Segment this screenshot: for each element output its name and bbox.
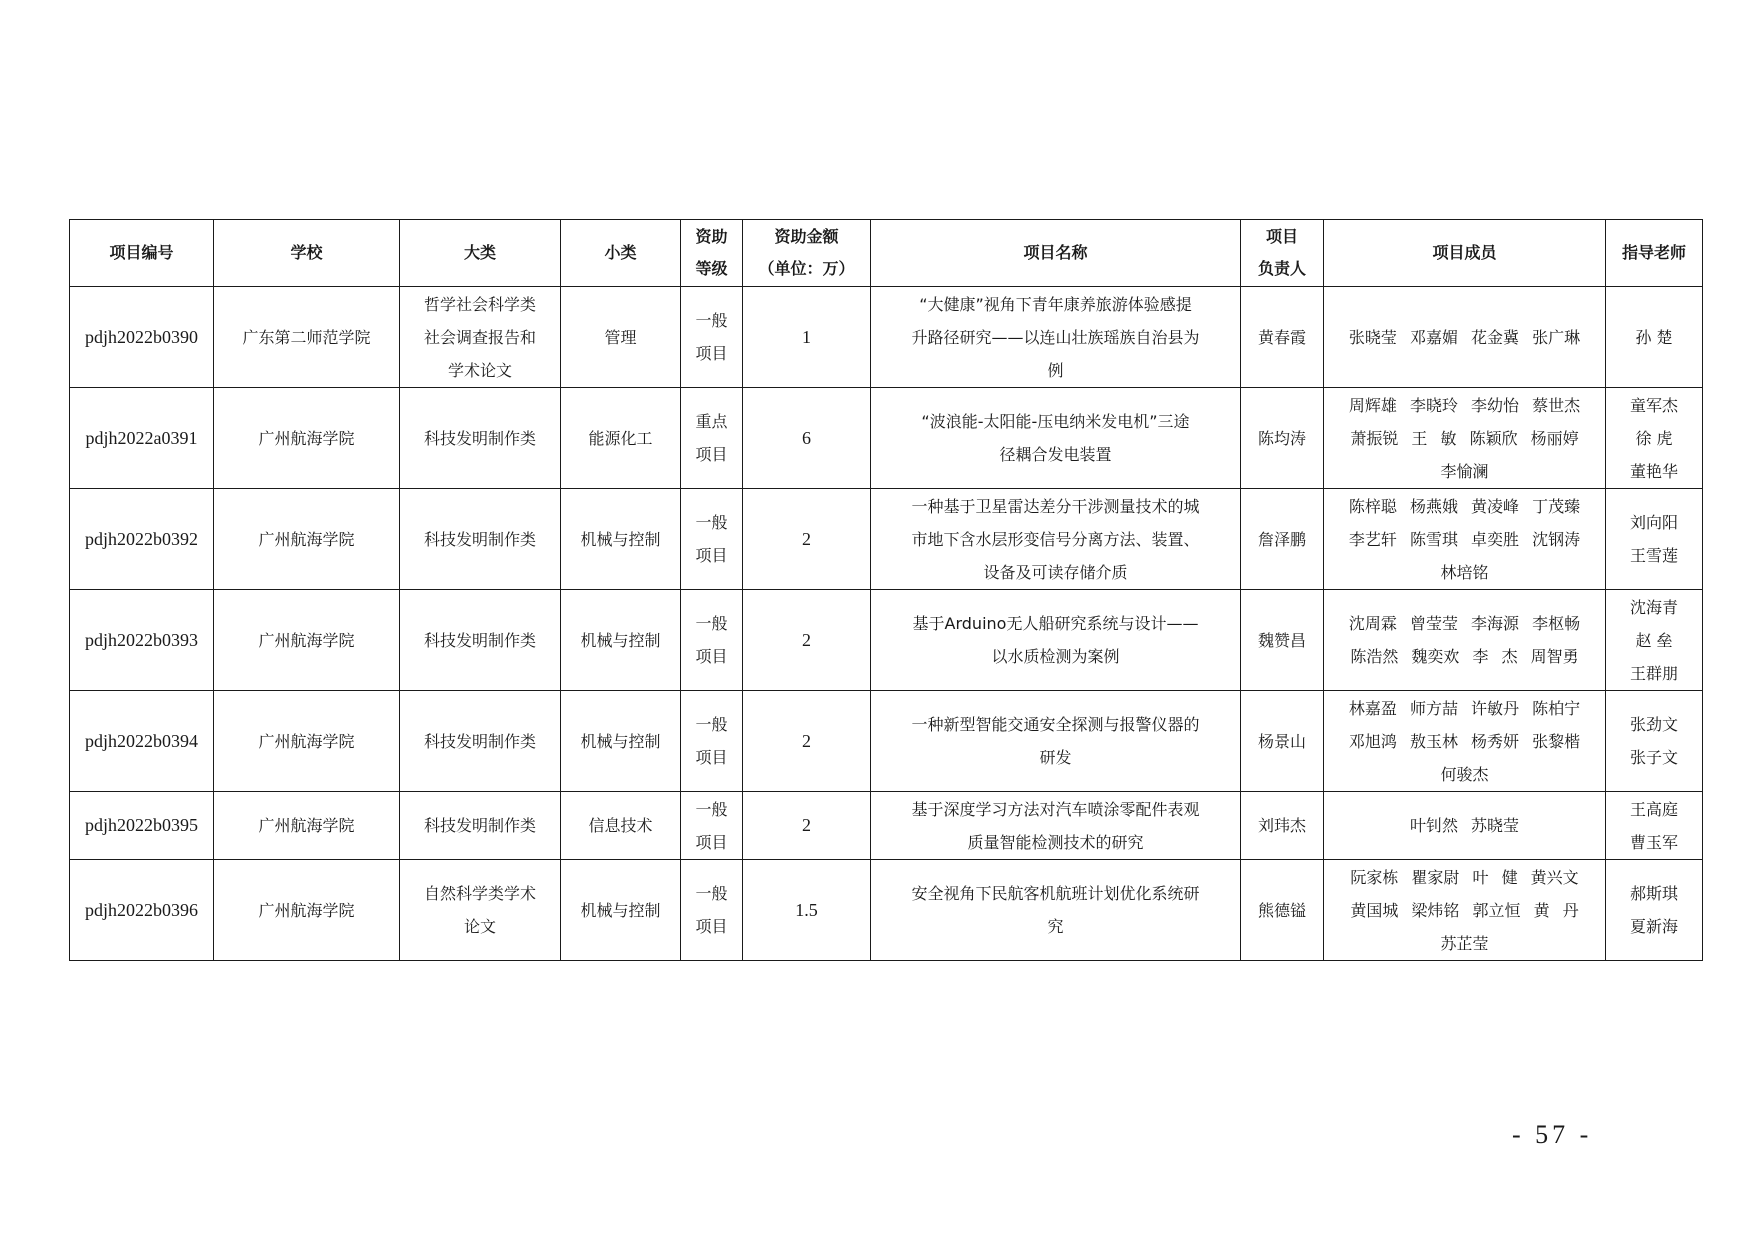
cell-subcategory: 机械与控制 — [561, 691, 681, 792]
cell-subcategory: 能源化工 — [561, 388, 681, 489]
project-table — [69, 219, 1703, 961]
cell-school: 广州航海学院 — [214, 860, 400, 961]
header-title: 项目名称 — [871, 220, 1241, 287]
header-advisor: 指导老师 — [1606, 220, 1703, 287]
table-row — [70, 590, 1703, 691]
cell-category: 科技发明制作类 — [400, 691, 561, 792]
cell-level: 一般 项目 — [681, 691, 743, 792]
header-code: 项目编号 — [70, 220, 214, 287]
cell-code: pdjh2022a0391 — [70, 388, 214, 489]
cell-school: 广州航海学院 — [214, 590, 400, 691]
cell-school: 广州航海学院 — [214, 792, 400, 860]
cell-leader: 黄春霞 — [1241, 287, 1324, 388]
cell-title: 安全视角下民航客机航班计划优化系统研 究 — [871, 860, 1241, 961]
cell-advisor: 沈海青 赵 垒 王群朋 — [1606, 590, 1703, 691]
cell-level: 一般 项目 — [681, 792, 743, 860]
table-row — [70, 860, 1703, 961]
cell-members: 阮家栋 瞿家尉 叶 健 黄兴文 黄国城 梁炜铭 郭立恒 黄 丹 苏芷莹 — [1324, 860, 1606, 961]
cell-code: pdjh2022b0393 — [70, 590, 214, 691]
cell-code: pdjh2022b0392 — [70, 489, 214, 590]
cell-category: 哲学社会科学类 社会调查报告和 学术论文 — [400, 287, 561, 388]
cell-category: 科技发明制作类 — [400, 388, 561, 489]
header-row — [70, 220, 1703, 287]
cell-level: 一般 项目 — [681, 489, 743, 590]
cell-leader: 魏赞昌 — [1241, 590, 1324, 691]
cell-leader: 詹泽鹏 — [1241, 489, 1324, 590]
page-number: - 57 - — [1512, 1120, 1593, 1149]
cell-school: 广州航海学院 — [214, 388, 400, 489]
table-row — [70, 691, 1703, 792]
cell-subcategory: 机械与控制 — [561, 860, 681, 961]
cell-category: 科技发明制作类 — [400, 792, 561, 860]
header-leader: 项目 负责人 — [1241, 220, 1324, 287]
cell-amount: 1 — [743, 287, 871, 388]
cell-title: “大健康”视角下青年康养旅游体验感提 升路径研究——以连山壮族瑶族自治县为 例 — [871, 287, 1241, 388]
header-subcategory: 小类 — [561, 220, 681, 287]
cell-code: pdjh2022b0390 — [70, 287, 214, 388]
table-row — [70, 489, 1703, 590]
cell-members: 林嘉盈 师方喆 许敏丹 陈柏宁 邓旭鸿 敖玉林 杨秀妍 张黎楷 何骏杰 — [1324, 691, 1606, 792]
cell-level: 重点 项目 — [681, 388, 743, 489]
cell-advisor: 王高庭 曹玉军 — [1606, 792, 1703, 860]
cell-level: 一般 项目 — [681, 590, 743, 691]
cell-title: 一种新型智能交通安全探测与报警仪器的 研发 — [871, 691, 1241, 792]
cell-leader: 熊德镒 — [1241, 860, 1324, 961]
cell-category: 自然科学类学术 论文 — [400, 860, 561, 961]
header-members: 项目成员 — [1324, 220, 1606, 287]
cell-subcategory: 信息技术 — [561, 792, 681, 860]
cell-advisor: 张劲文 张子文 — [1606, 691, 1703, 792]
cell-members: 陈梓聪 杨燕娥 黄凌峰 丁茂臻 李艺轩 陈雪琪 卓奕胜 沈钢涛 林培铭 — [1324, 489, 1606, 590]
cell-title: 一种基于卫星雷达差分干涉测量技术的城 市地下含水层形变信号分离方法、装置、 设备及可读存储介质 — [871, 489, 1241, 590]
cell-amount: 1.5 — [743, 860, 871, 961]
cell-level: 一般 项目 — [681, 860, 743, 961]
header-amount: 资助金额 （单位：万） — [743, 220, 871, 287]
cell-members: 周辉雄 李晓玲 李幼怡 蔡世杰 萧振锐 王 敏 陈颖欣 杨丽婷 李愉澜 — [1324, 388, 1606, 489]
cell-advisor: 孙 楚 — [1606, 287, 1703, 388]
cell-subcategory: 管理 — [561, 287, 681, 388]
cell-amount: 2 — [743, 691, 871, 792]
cell-leader: 杨景山 — [1241, 691, 1324, 792]
cell-advisor: 刘向阳 王雪莲 — [1606, 489, 1703, 590]
cell-level: 一般 项目 — [681, 287, 743, 388]
cell-title: 基于深度学习方法对汽车喷涂零配件表观 质量智能检测技术的研究 — [871, 792, 1241, 860]
cell-advisor: 郝斯琪 夏新海 — [1606, 860, 1703, 961]
cell-code: pdjh2022b0396 — [70, 860, 214, 961]
cell-subcategory: 机械与控制 — [561, 489, 681, 590]
cell-title: “波浪能-太阳能-压电纳米发电机”三途 径耦合发电装置 — [871, 388, 1241, 489]
cell-code: pdjh2022b0394 — [70, 691, 214, 792]
table-row — [70, 388, 1703, 489]
table-row — [70, 287, 1703, 388]
cell-school: 广东第二师范学院 — [214, 287, 400, 388]
cell-category: 科技发明制作类 — [400, 489, 561, 590]
cell-school: 广州航海学院 — [214, 691, 400, 792]
cell-code: pdjh2022b0395 — [70, 792, 214, 860]
header-level: 资助 等级 — [681, 220, 743, 287]
cell-amount: 6 — [743, 388, 871, 489]
cell-advisor: 童军杰 徐 虎 董艳华 — [1606, 388, 1703, 489]
cell-amount: 2 — [743, 590, 871, 691]
cell-subcategory: 机械与控制 — [561, 590, 681, 691]
cell-amount: 2 — [743, 489, 871, 590]
cell-title: 基于Arduino无人船研究系统与设计—— 以水质检测为案例 — [871, 590, 1241, 691]
header-school: 学校 — [214, 220, 400, 287]
cell-members: 沈周霖 曾莹莹 李海源 李枢畅 陈浩然 魏奕欢 李 杰 周智勇 — [1324, 590, 1606, 691]
cell-category: 科技发明制作类 — [400, 590, 561, 691]
cell-school: 广州航海学院 — [214, 489, 400, 590]
cell-members: 张晓莹 邓嘉媚 花金冀 张广琳 — [1324, 287, 1606, 388]
cell-amount: 2 — [743, 792, 871, 860]
cell-leader: 刘玮杰 — [1241, 792, 1324, 860]
header-category: 大类 — [400, 220, 561, 287]
cell-members: 叶钊然 苏晓莹 — [1324, 792, 1606, 860]
table-row — [70, 792, 1703, 860]
cell-leader: 陈均涛 — [1241, 388, 1324, 489]
